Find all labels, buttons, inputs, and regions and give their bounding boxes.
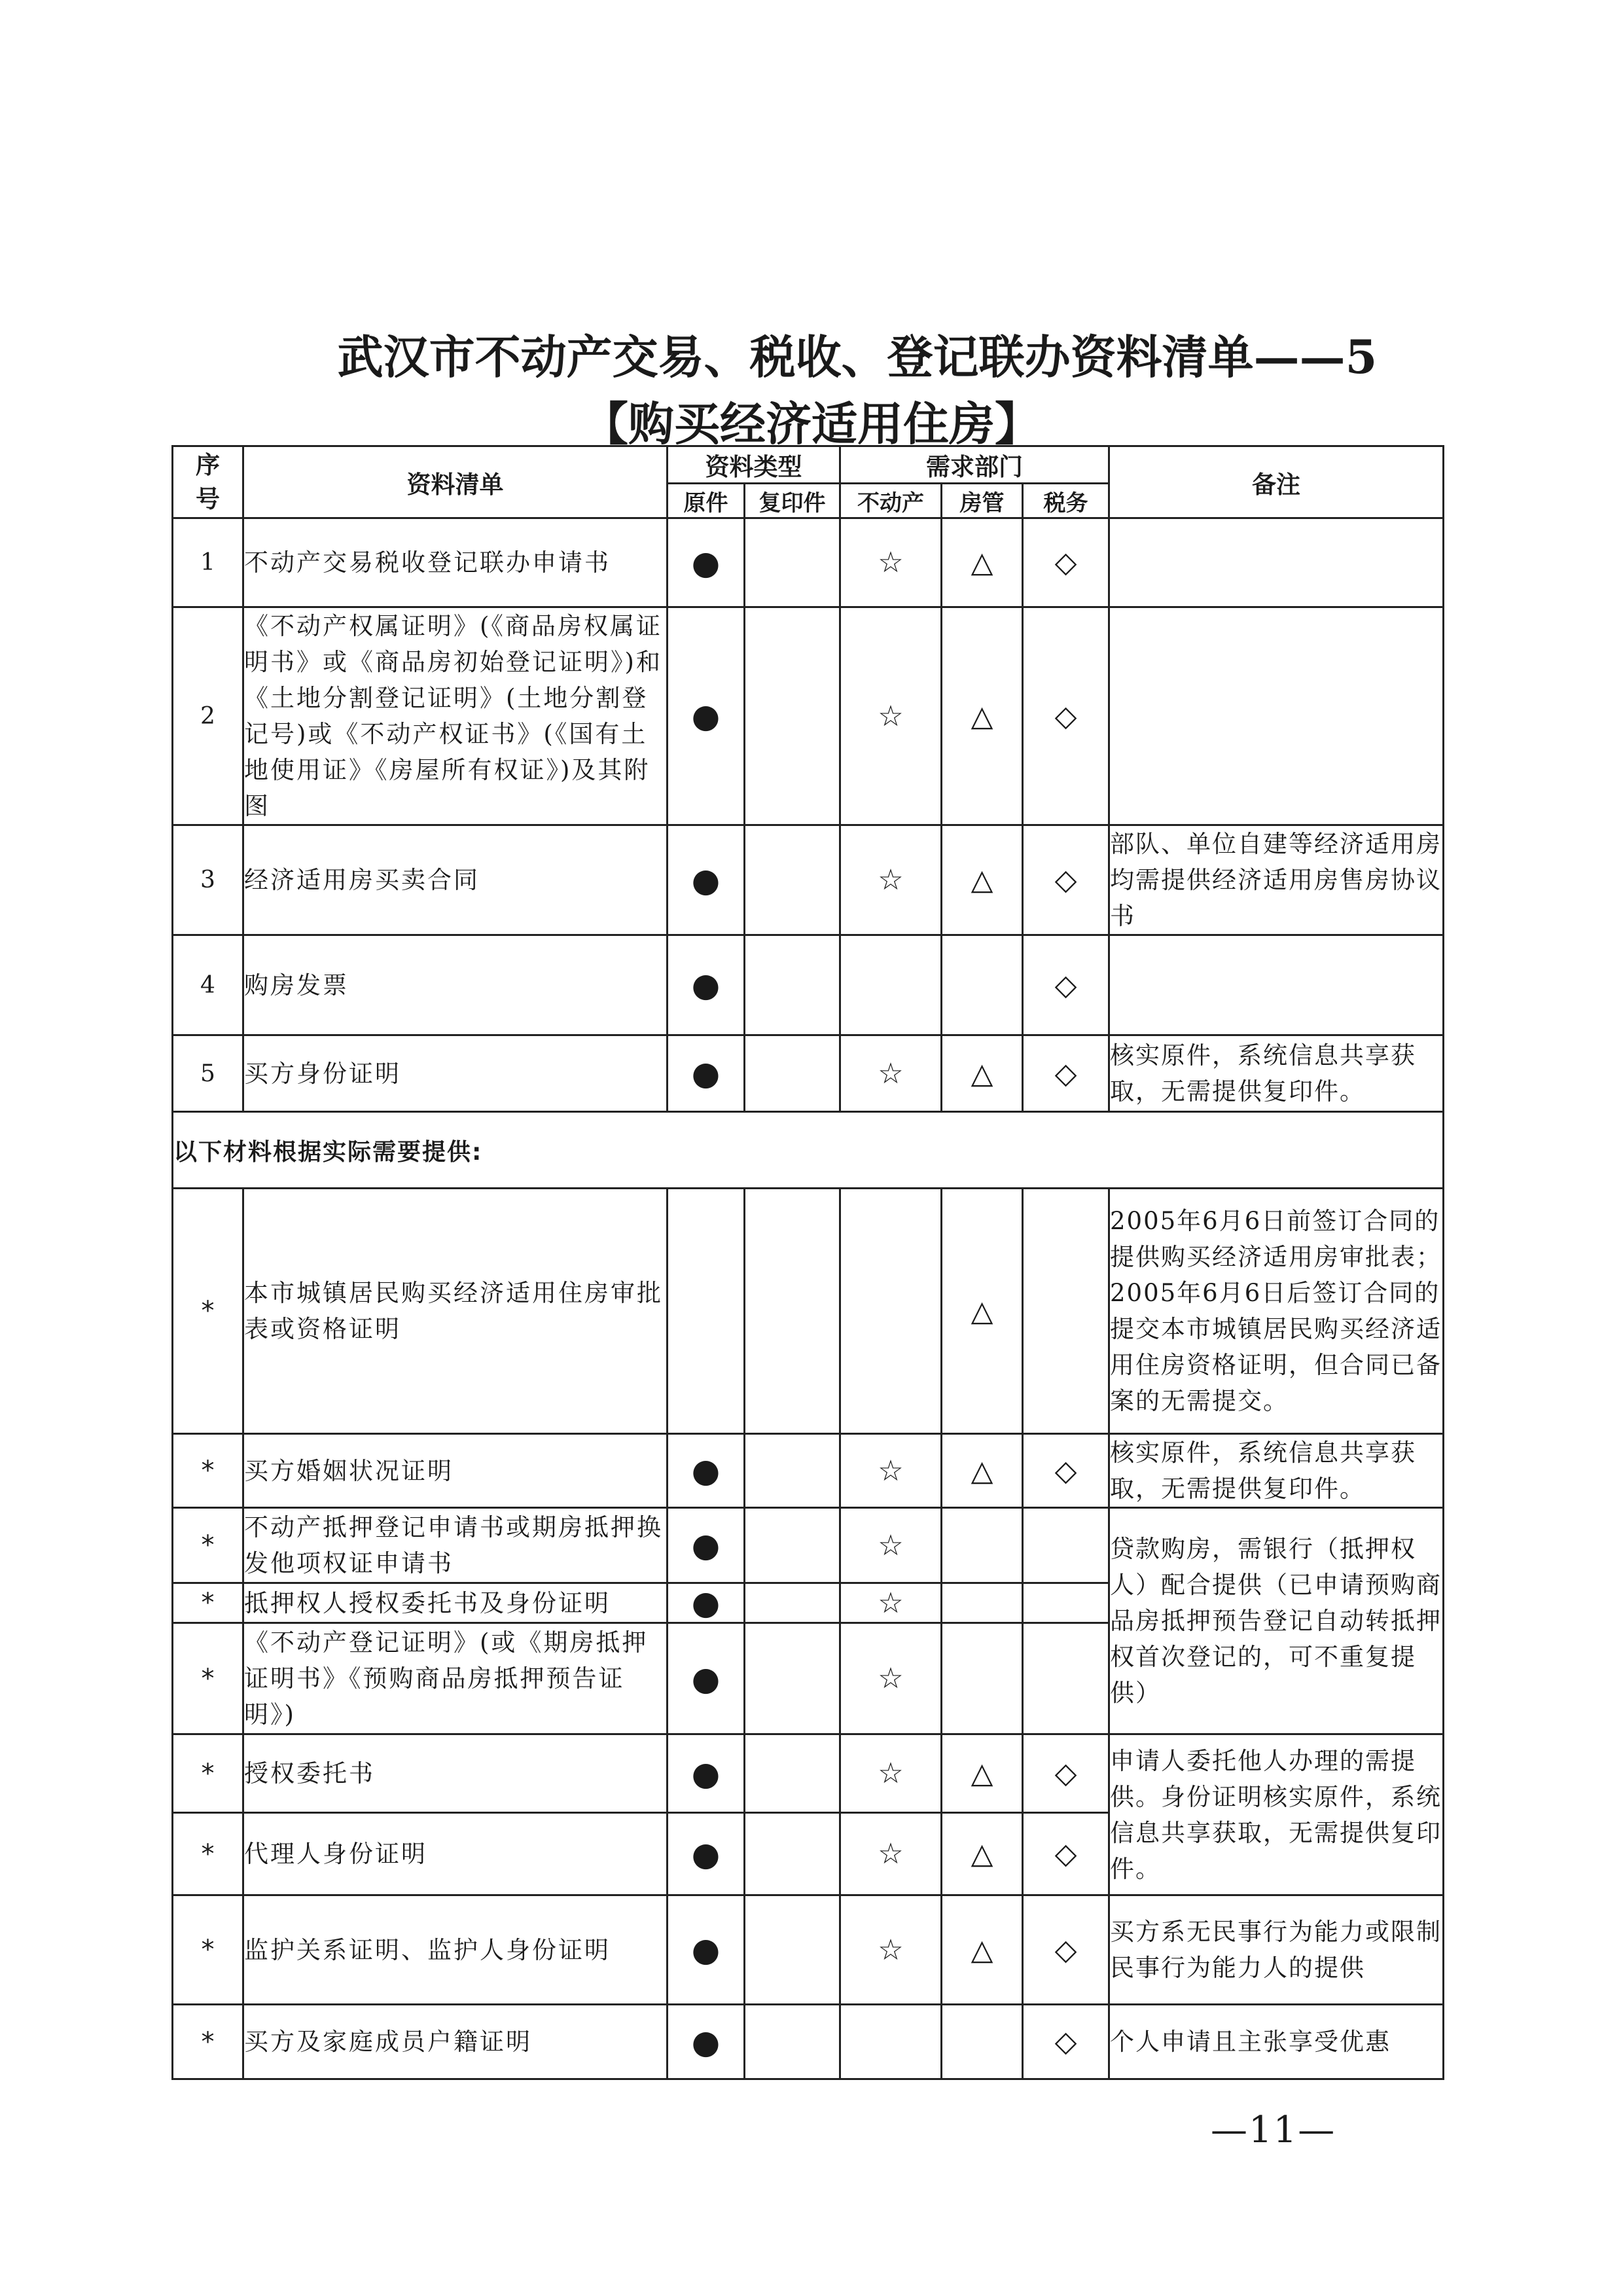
copy-mark (745, 1035, 840, 1112)
tax-mark: ◇ (1023, 518, 1109, 607)
table-row (173, 607, 1444, 825)
housing-mark: △ (942, 607, 1023, 825)
realestate-mark: ☆ (840, 518, 942, 607)
housing-mark: △ (942, 1734, 1023, 1813)
row-item: 《不动产权属证明》(《商品房权属证明书》或《商品房初始登记证明》)和《土地分割登记证明》(土地分割登记号)或《不动产权证书》(《国有土地使用证》《房屋所有权证》)及其附图 (243, 607, 668, 825)
header-type: 资料类型 (668, 446, 840, 484)
row-note: 个人申请且主张享受优惠 (1109, 2005, 1444, 2079)
original-mark: ● (668, 1508, 745, 1583)
row-number: * (173, 1189, 243, 1434)
housing-mark: △ (942, 1035, 1023, 1112)
row-number: 5 (173, 1035, 243, 1112)
tax-mark: ◇ (1023, 1035, 1109, 1112)
row-item: 代理人身份证明 (243, 1813, 668, 1895)
header-note: 备注 (1109, 446, 1444, 518)
header-housing: 房管 (942, 484, 1023, 518)
row-item: 授权委托书 (243, 1734, 668, 1813)
header-original: 原件 (668, 484, 745, 518)
row-note (1109, 518, 1444, 607)
row-note: 核实原件，系统信息共享获取，无需提供复印件。 (1109, 1434, 1444, 1508)
row-number: * (173, 1813, 243, 1895)
copy-mark (745, 1189, 840, 1434)
tax-mark (1023, 1189, 1109, 1434)
row-note: 买方系无民事行为能力或限制民事行为能力人的提供 (1109, 1895, 1444, 2005)
realestate-mark: ☆ (840, 1434, 942, 1508)
copy-mark (745, 1434, 840, 1508)
housing-mark (942, 1583, 1023, 1623)
table-row (173, 1895, 1444, 2005)
realestate-mark: ☆ (840, 825, 942, 935)
table-row (173, 1434, 1444, 1508)
row-note: 2005年6月6日前签订合同的提供购买经济适用房审批表；2005年6月6日后签订合同的提交本市城镇居民购买经济适用住房资格证明，但合同已备案的无需提交。 (1109, 1189, 1444, 1434)
materials-table (171, 445, 1444, 2080)
header-realestate: 不动产 (840, 484, 942, 518)
tax-mark (1023, 1583, 1109, 1623)
row-item: 买方婚姻状况证明 (243, 1434, 668, 1508)
original-mark: ● (668, 2005, 745, 2079)
document-subtitle: 【购买经济适用住房】 (582, 397, 1041, 451)
original-mark: ● (668, 518, 745, 607)
tax-mark: ◇ (1023, 1434, 1109, 1508)
row-number: * (173, 1734, 243, 1813)
original-mark (668, 1189, 745, 1434)
realestate-mark: ☆ (840, 1583, 942, 1623)
realestate-mark: ☆ (840, 1895, 942, 2005)
original-mark: ● (668, 1734, 745, 1813)
realestate-mark: ☆ (840, 1508, 942, 1583)
row-item: 买方身份证明 (243, 1035, 668, 1112)
row-item: 抵押权人授权委托书及身份证明 (243, 1583, 668, 1623)
realestate-mark: ☆ (840, 1734, 942, 1813)
housing-mark (942, 2005, 1023, 2079)
page-number: —11— (1211, 2109, 1336, 2151)
tax-mark: ◇ (1023, 825, 1109, 935)
row-item: 监护关系证明、监护人身份证明 (243, 1895, 668, 2005)
section-row (173, 1112, 1444, 1189)
row-note: 贷款购房，需银行（抵押权人）配合提供（已申请预购商品房抵押预告登记自动转抵押权首次登记的，可不重复提供） (1109, 1508, 1444, 1734)
copy-mark (745, 825, 840, 935)
copy-mark (745, 935, 840, 1035)
optional-section-label: 以下材料根据实际需要提供: (173, 1112, 1444, 1189)
row-number: * (173, 1623, 243, 1734)
table-row (173, 2005, 1444, 2079)
tax-mark: ◇ (1023, 1813, 1109, 1895)
housing-mark (942, 1623, 1023, 1734)
row-number: * (173, 2005, 243, 2079)
copy-mark (745, 1895, 840, 2005)
original-mark: ● (668, 825, 745, 935)
copy-mark (745, 1508, 840, 1583)
row-note: 部队、单位自建等经济适用房均需提供经济适用房售房协议书 (1109, 825, 1444, 935)
housing-mark: △ (942, 1434, 1023, 1508)
document-title: 武汉市不动产交易、税收、登记联办资料清单——5 (337, 330, 1378, 384)
housing-mark: △ (942, 825, 1023, 935)
row-number: 2 (173, 607, 243, 825)
copy-mark (745, 1813, 840, 1895)
realestate-mark (840, 935, 942, 1035)
original-mark: ● (668, 1434, 745, 1508)
table-row (173, 1508, 1444, 1583)
row-item: 购房发票 (243, 935, 668, 1035)
original-mark: ● (668, 607, 745, 825)
table-row (173, 1734, 1444, 1813)
header-seq: 序号 (173, 446, 243, 518)
row-item: 不动产交易税收登记联办申请书 (243, 518, 668, 607)
row-item: 《不动产登记证明》(或《期房抵押证明书》《预购商品房抵押预告证明》) (243, 1623, 668, 1734)
table-row (173, 1189, 1444, 1434)
header-copy: 复印件 (745, 484, 840, 518)
copy-mark (745, 518, 840, 607)
row-note: 核实原件，系统信息共享获取，无需提供复印件。 (1109, 1035, 1444, 1112)
row-item: 本市城镇居民购买经济适用住房审批表或资格证明 (243, 1189, 668, 1434)
tax-mark: ◇ (1023, 935, 1109, 1035)
housing-mark (942, 1508, 1023, 1583)
table-row (173, 1035, 1444, 1112)
row-number: 4 (173, 935, 243, 1035)
original-mark: ● (668, 1035, 745, 1112)
original-mark: ● (668, 1623, 745, 1734)
header-list: 资料清单 (243, 446, 668, 518)
header-tax: 税务 (1023, 484, 1109, 518)
original-mark: ● (668, 935, 745, 1035)
header-row-1 (173, 446, 1444, 484)
original-mark: ● (668, 1895, 745, 2005)
housing-mark: △ (942, 1813, 1023, 1895)
tax-mark: ◇ (1023, 2005, 1109, 2079)
copy-mark (745, 2005, 840, 2079)
realestate-mark: ☆ (840, 1035, 942, 1112)
housing-mark: △ (942, 518, 1023, 607)
tax-mark (1023, 1508, 1109, 1583)
realestate-mark: ☆ (840, 1813, 942, 1895)
row-number: 1 (173, 518, 243, 607)
tax-mark: ◇ (1023, 1895, 1109, 2005)
row-item: 买方及家庭成员户籍证明 (243, 2005, 668, 2079)
row-number: * (173, 1583, 243, 1623)
copy-mark (745, 607, 840, 825)
realestate-mark (840, 2005, 942, 2079)
row-number: 3 (173, 825, 243, 935)
original-mark: ● (668, 1813, 745, 1895)
row-item: 不动产抵押登记申请书或期房抵押换发他项权证申请书 (243, 1508, 668, 1583)
table-row (173, 518, 1444, 607)
header-dept: 需求部门 (840, 446, 1109, 484)
row-number: * (173, 1895, 243, 2005)
housing-mark: △ (942, 1895, 1023, 2005)
row-note (1109, 935, 1444, 1035)
realestate-mark: ☆ (840, 1623, 942, 1734)
realestate-mark: ☆ (840, 607, 942, 825)
copy-mark (745, 1583, 840, 1623)
row-note: 申请人委托他人办理的需提供。身份证明核实原件，系统信息共享获取，无需提供复印件。 (1109, 1734, 1444, 1895)
row-number: * (173, 1434, 243, 1508)
row-item: 经济适用房买卖合同 (243, 825, 668, 935)
realestate-mark (840, 1189, 942, 1434)
copy-mark (745, 1734, 840, 1813)
tax-mark: ◇ (1023, 607, 1109, 825)
row-number: * (173, 1508, 243, 1583)
table-row (173, 935, 1444, 1035)
table-row (173, 825, 1444, 935)
copy-mark (745, 1623, 840, 1734)
tax-mark: ◇ (1023, 1734, 1109, 1813)
tax-mark (1023, 1623, 1109, 1734)
original-mark: ● (668, 1583, 745, 1623)
housing-mark: △ (942, 1189, 1023, 1434)
housing-mark (942, 935, 1023, 1035)
row-note (1109, 607, 1444, 825)
